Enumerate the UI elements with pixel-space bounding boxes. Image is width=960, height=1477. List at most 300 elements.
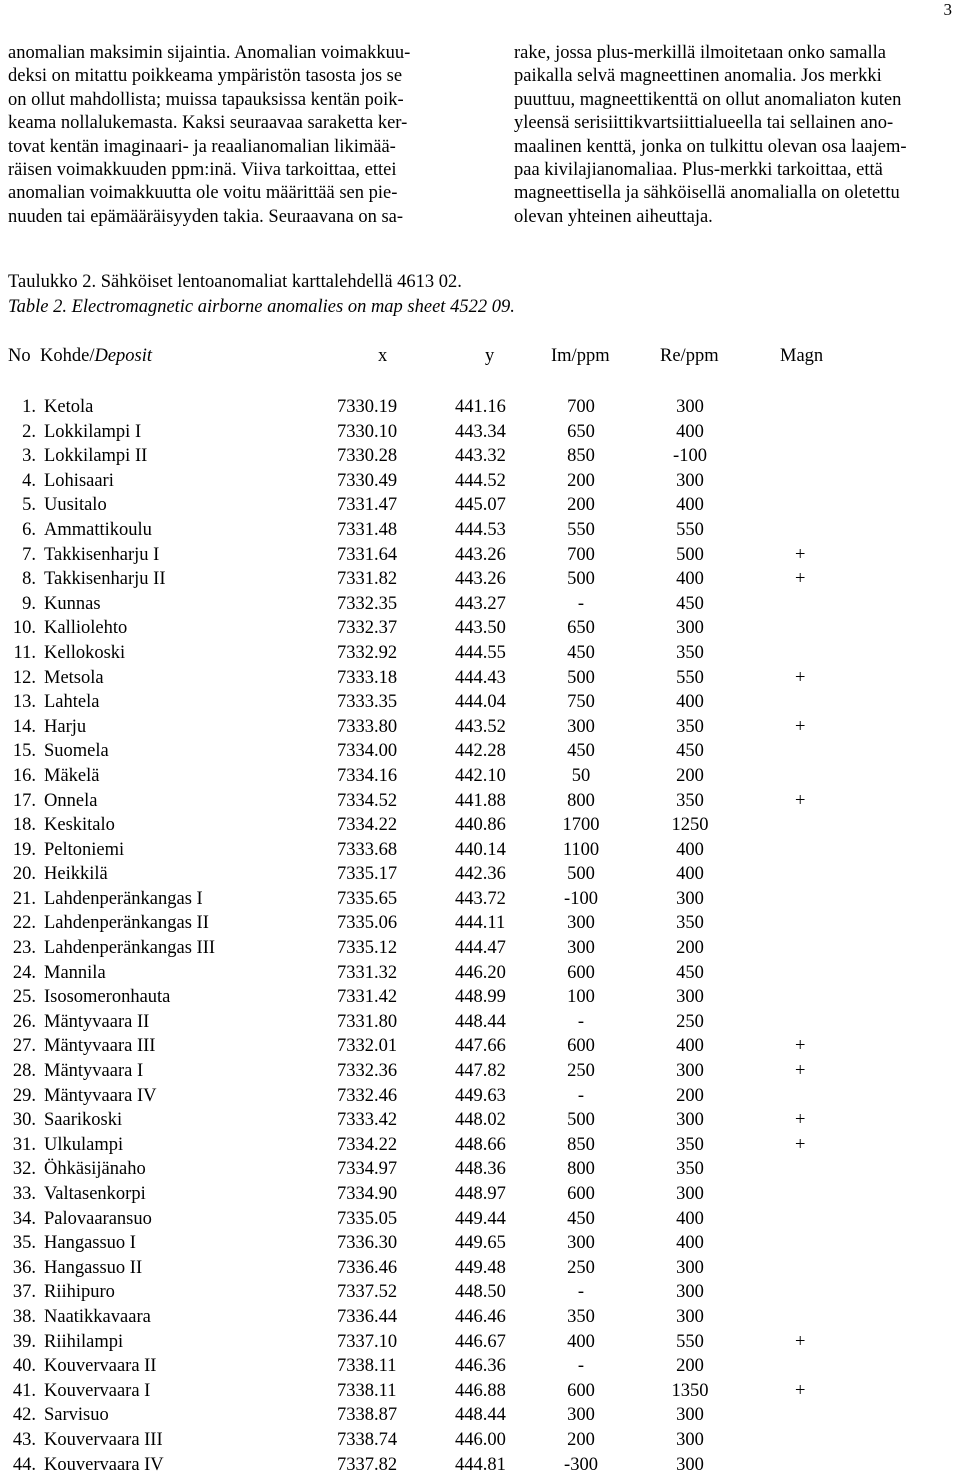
cell-x: 7334.22 [337, 1134, 398, 1155]
cell-re: 500 [676, 544, 704, 565]
cell-y: 449.65 [455, 1233, 506, 1254]
cell-no: 43. [12, 1429, 36, 1450]
cell-deposit: Naatikkavaara [44, 1306, 151, 1327]
cell-re: 400 [676, 1233, 704, 1254]
cell-y: 443.26 [455, 569, 506, 590]
table-caption-finnish: Taulukko 2. Sähköiset lentoanomaliat karttalehdellä 4613 02. [8, 272, 462, 292]
cell-no: 31. [12, 1134, 36, 1155]
cell-y: 444.11 [455, 913, 506, 934]
cell-magn: + [795, 1061, 806, 1082]
cell-y: 441.16 [455, 397, 506, 417]
cell-magn: + [795, 1036, 806, 1057]
header-no: No [8, 346, 31, 366]
cell-no: 15. [12, 741, 36, 762]
table-row [0, 420, 960, 445]
cell-no: 12. [12, 667, 36, 688]
table-row [0, 985, 960, 1010]
cell-y: 449.63 [455, 1085, 506, 1106]
cell-im: 1100 [562, 839, 600, 860]
table-row [0, 1453, 960, 1477]
cell-im: - [577, 1011, 585, 1032]
cell-im: 300 [567, 1405, 595, 1426]
cell-no: 8. [22, 569, 36, 590]
cell-magn: + [795, 569, 806, 590]
cell-y: 446.67 [455, 1331, 506, 1352]
cell-y: 448.44 [455, 1011, 506, 1032]
cell-re: 450 [676, 962, 704, 983]
cell-y: 443.72 [455, 888, 506, 909]
cell-no: 41. [12, 1380, 36, 1401]
cell-deposit: Kouvervaara II [44, 1356, 157, 1377]
cell-im: 450 [567, 642, 595, 663]
cell-x: 7330.10 [337, 421, 398, 442]
cell-re: 300 [676, 1110, 704, 1131]
cell-re: 300 [676, 1257, 704, 1278]
cell-re: 400 [676, 864, 704, 885]
cell-no: 4. [22, 470, 36, 491]
cell-no: 34. [12, 1208, 36, 1229]
table-row [0, 1182, 960, 1207]
cell-deposit: Isosomeronhauta [44, 987, 171, 1008]
table-row [0, 1108, 960, 1133]
cell-im: - [577, 1085, 585, 1106]
cell-no: 29. [12, 1085, 36, 1106]
cell-deposit: Lokkilampi I [44, 421, 142, 442]
cell-im: 700 [567, 397, 595, 417]
cell-im: 550 [567, 519, 595, 540]
cell-magn: + [795, 544, 806, 565]
table-row [0, 469, 960, 494]
cell-deposit: Lahdenperänkangas III [44, 938, 216, 959]
cell-x: 7335.06 [337, 913, 398, 934]
cell-no: 35. [12, 1233, 36, 1254]
cell-x: 7333.68 [337, 839, 398, 860]
cell-re: 250 [676, 1011, 704, 1032]
cell-x: 7338.74 [337, 1429, 398, 1450]
cell-deposit: Hangassuo II [44, 1257, 143, 1278]
cell-no: 44. [12, 1454, 36, 1475]
cell-no: 25. [12, 987, 36, 1008]
cell-im: 300 [567, 913, 595, 934]
table-row [0, 764, 960, 789]
table-row [0, 862, 960, 887]
cell-im: 250 [567, 1257, 595, 1278]
cell-no: 20. [12, 864, 36, 885]
cell-no: 11. [13, 642, 36, 663]
cell-y: 446.46 [455, 1306, 506, 1327]
cell-re: 350 [676, 1159, 704, 1180]
cell-y: 449.44 [455, 1208, 506, 1229]
cell-re: 300 [676, 1184, 704, 1204]
table-row [0, 1231, 960, 1256]
cell-im: 450 [567, 1208, 595, 1229]
cell-re: 400 [676, 495, 704, 516]
table-row [0, 1280, 960, 1305]
cell-deposit: Riihipuro [44, 1282, 115, 1303]
cell-no: 42. [12, 1405, 36, 1426]
cell-y: 444.04 [455, 692, 506, 713]
paragraph-line: paikalla selvä magneettinen anomalia. Jos merkki [514, 66, 882, 87]
paragraph-line: magneettisella ja sähköisellä anomalialla on oletettu [514, 183, 900, 204]
table-row [0, 1354, 960, 1379]
cell-deposit: Lokkilampi II [44, 446, 148, 467]
table-row [0, 690, 960, 715]
cell-x: 7335.05 [337, 1208, 398, 1229]
cell-re: 300 [676, 1282, 704, 1303]
cell-magn: + [795, 1110, 806, 1131]
cell-y: 448.50 [455, 1282, 506, 1303]
cell-im: 450 [567, 741, 595, 762]
cell-no: 32. [12, 1159, 36, 1180]
cell-y: 447.66 [455, 1036, 506, 1057]
cell-deposit: Mäntyvaara IV [44, 1085, 157, 1106]
cell-re: 300 [676, 397, 704, 417]
left-text-column [8, 42, 448, 229]
cell-y: 445.07 [455, 495, 506, 516]
cell-x: 7336.46 [337, 1257, 398, 1278]
cell-re: 200 [676, 1085, 704, 1106]
cell-im: 800 [567, 790, 595, 811]
cell-y: 443.50 [455, 618, 506, 639]
cell-x: 7332.46 [337, 1085, 398, 1106]
cell-im: 800 [567, 1159, 595, 1180]
cell-x: 7336.30 [337, 1233, 398, 1254]
cell-y: 444.47 [455, 938, 506, 959]
cell-re: 1250 [671, 815, 709, 836]
cell-y: 446.88 [455, 1380, 506, 1401]
cell-deposit: Takkisenharju I [44, 544, 160, 565]
table-row [0, 1379, 960, 1404]
cell-x: 7338.11 [337, 1380, 397, 1401]
paragraph-line: keama nollalukemasta. Kaksi seuraavaa saraketta ker- [8, 113, 408, 134]
cell-re: 550 [676, 667, 704, 688]
cell-re: 300 [676, 1429, 704, 1450]
cell-re: 300 [676, 1061, 704, 1082]
cell-y: 444.52 [455, 470, 506, 491]
table-row [0, 1034, 960, 1059]
paragraph-line: anomalian voimakkuutta ole voitu määrittää sen pie- [8, 183, 398, 204]
cell-deposit: Mäntyvaara III [44, 1036, 156, 1057]
cell-no: 28. [12, 1061, 36, 1082]
cell-x: 7334.90 [337, 1184, 398, 1204]
cell-x: 7333.80 [337, 716, 398, 737]
cell-im: 500 [567, 1110, 595, 1131]
cell-no: 33. [12, 1184, 36, 1204]
cell-x: 7332.35 [337, 593, 398, 614]
cell-no: 13. [12, 692, 36, 713]
cell-re: 400 [676, 692, 704, 713]
paragraph-line: paa kivilajianomaliaa. Plus-merkki tarkoittaa, että [514, 160, 883, 181]
cell-no: 3. [22, 446, 36, 467]
cell-deposit: Sarvisuo [44, 1405, 109, 1426]
header-magn: Magn [780, 346, 824, 366]
cell-re: 200 [676, 765, 704, 786]
table-row [0, 961, 960, 986]
cell-y: 441.88 [455, 790, 506, 811]
cell-no: 2. [22, 421, 36, 442]
table-row [0, 1403, 960, 1428]
cell-re: 550 [676, 519, 704, 540]
table-row [0, 1428, 960, 1453]
paragraph-line: puuttuu, magneettikenttä on ollut anomaliaton kuten [514, 89, 902, 110]
page-number: 3 [943, 0, 952, 19]
table-row [0, 1133, 960, 1158]
cell-im: 100 [567, 987, 595, 1008]
table-row [0, 838, 960, 863]
cell-y: 446.20 [455, 962, 506, 983]
cell-deposit: Hangassuo I [44, 1233, 136, 1254]
cell-im: 200 [567, 495, 595, 516]
cell-im: 500 [567, 864, 595, 885]
cell-re: 400 [676, 421, 704, 442]
cell-no: 14. [12, 716, 36, 737]
cell-re: 1350 [671, 1380, 709, 1401]
cell-im: 600 [567, 1380, 595, 1401]
table-row [0, 1207, 960, 1232]
table-row [0, 789, 960, 814]
cell-im: -100 [564, 888, 598, 909]
table-row [0, 911, 960, 936]
header-im-ppm: Im/ppm [551, 346, 610, 366]
cell-re: 450 [676, 741, 704, 762]
cell-x: 7337.82 [337, 1454, 398, 1475]
cell-x: 7330.49 [337, 470, 398, 491]
cell-deposit: Ketola [44, 397, 94, 417]
cell-deposit: Lohisaari [44, 470, 114, 491]
cell-deposit: Mäntyvaara II [44, 1011, 150, 1032]
cell-magn: + [795, 790, 806, 811]
cell-im: 350 [567, 1306, 595, 1327]
right-text-column [514, 42, 958, 229]
cell-im: 200 [567, 470, 595, 491]
cell-re: 200 [676, 1356, 704, 1377]
cell-im: 650 [567, 421, 595, 442]
cell-im: 300 [567, 1233, 595, 1254]
cell-re: 350 [676, 716, 704, 737]
cell-deposit: Saarikoski [44, 1110, 123, 1131]
header-deposit [40, 346, 152, 367]
paragraph-line: anomalian maksimin sijaintia. Anomalian voimakkuu- [8, 43, 411, 63]
cell-im: - [577, 1356, 585, 1377]
cell-x: 7337.52 [337, 1282, 398, 1303]
table-row [0, 567, 960, 592]
table-row [0, 666, 960, 691]
header-re-ppm: Re/ppm [660, 346, 719, 366]
cell-deposit: Kouvervaara I [44, 1380, 151, 1401]
table-row [0, 1157, 960, 1182]
cell-deposit: Keskitalo [44, 815, 115, 836]
cell-no: 6. [22, 519, 36, 540]
cell-im: 400 [567, 1331, 595, 1352]
cell-x: 7334.16 [337, 765, 398, 786]
cell-magn: + [795, 667, 806, 688]
cell-deposit: Suomela [44, 741, 109, 762]
cell-y: 448.66 [455, 1134, 506, 1155]
cell-im: 300 [567, 938, 595, 959]
cell-x: 7333.35 [337, 692, 398, 713]
table-row [0, 1330, 960, 1355]
cell-y: 447.82 [455, 1061, 506, 1082]
table-row [0, 813, 960, 838]
table-row [0, 543, 960, 568]
cell-y: 449.48 [455, 1257, 506, 1278]
cell-deposit: Takkisenharju II [44, 569, 166, 590]
cell-magn: + [795, 716, 806, 737]
cell-im: 500 [567, 667, 595, 688]
cell-x: 7331.42 [337, 987, 398, 1008]
cell-re: 300 [676, 1405, 704, 1426]
cell-x: 7334.22 [337, 815, 398, 836]
cell-re: 400 [676, 1208, 704, 1229]
cell-no: 19. [12, 839, 36, 860]
cell-y: 446.36 [455, 1356, 506, 1377]
cell-x: 7331.47 [337, 495, 398, 516]
cell-no: 24. [12, 962, 36, 983]
header-y: y [485, 346, 495, 366]
cell-deposit: Lahdenperänkangas I [44, 888, 203, 909]
table-row [0, 518, 960, 543]
cell-deposit: Peltoniemi [44, 839, 125, 860]
cell-im: 850 [567, 1134, 595, 1155]
cell-re: 450 [676, 593, 704, 614]
cell-x: 7330.19 [337, 397, 398, 417]
cell-im: -300 [564, 1454, 598, 1475]
cell-x: 7334.97 [337, 1159, 398, 1180]
cell-re: 300 [676, 1454, 704, 1475]
cell-deposit: Riihilampi [44, 1331, 124, 1352]
cell-no: 18. [12, 815, 36, 836]
cell-deposit: Valtasenkorpi [44, 1184, 146, 1204]
cell-no: 30. [12, 1110, 36, 1131]
cell-deposit: Harju [44, 716, 87, 737]
table-row [0, 493, 960, 518]
paragraph-line: maalinen kenttä, jonka on tulkittu olevan osa laajem- [514, 136, 907, 157]
cell-no: 21. [12, 888, 36, 909]
cell-im: 600 [567, 962, 595, 983]
cell-x: 7331.32 [337, 962, 398, 983]
cell-deposit: Palovaaransuo [44, 1208, 152, 1229]
cell-re: 300 [676, 987, 704, 1008]
paragraph-line: tovat kentän imaginaari- ja reaalianomalian likimää- [8, 136, 396, 157]
table-row [0, 936, 960, 961]
cell-y: 444.53 [455, 519, 506, 540]
cell-y: 443.34 [455, 421, 506, 442]
cell-deposit: Lahtela [44, 692, 100, 713]
cell-deposit: Mäkelä [44, 765, 100, 786]
cell-y: 448.99 [455, 987, 506, 1008]
table-row [0, 1010, 960, 1035]
cell-im: - [577, 593, 585, 614]
cell-y: 444.81 [455, 1454, 506, 1475]
table-row [0, 1084, 960, 1109]
cell-re: 350 [676, 790, 704, 811]
cell-x: 7331.82 [337, 569, 398, 590]
table-row [0, 887, 960, 912]
cell-re: 550 [676, 1331, 704, 1352]
cell-x: 7336.44 [337, 1306, 398, 1327]
cell-deposit: Kalliolehto [44, 618, 128, 639]
cell-deposit: Kunnas [44, 593, 101, 614]
table-row [0, 715, 960, 740]
cell-y: 443.26 [455, 544, 506, 565]
table-body [0, 395, 960, 1477]
table-row [0, 444, 960, 469]
cell-deposit: Kouvervaara IV [44, 1454, 164, 1475]
cell-y: 440.86 [455, 815, 506, 836]
cell-no: 27. [12, 1036, 36, 1057]
table-caption-english: Table 2. Electromagnetic airborne anomalies on map sheet 4522 09. [8, 297, 515, 317]
cell-im: 700 [567, 544, 595, 565]
cell-x: 7331.64 [337, 544, 398, 565]
cell-no: 23. [12, 938, 36, 959]
cell-y: 442.36 [455, 864, 506, 885]
cell-no: 5. [22, 495, 36, 516]
cell-deposit: Metsola [44, 667, 104, 688]
cell-re: 300 [676, 470, 704, 491]
table-row [0, 1305, 960, 1330]
cell-x: 7332.01 [337, 1036, 398, 1057]
cell-re: 400 [676, 569, 704, 590]
cell-im: 250 [567, 1061, 595, 1082]
cell-magn: + [795, 1134, 806, 1155]
cell-y: 443.32 [455, 446, 506, 467]
cell-im: 650 [567, 618, 595, 639]
cell-no: 22. [12, 913, 36, 934]
paragraph-line: rake, jossa plus-merkillä ilmoitetaan onko samalla [514, 43, 886, 63]
cell-re: 200 [676, 938, 704, 959]
cell-re: 350 [676, 1134, 704, 1155]
cell-y: 444.43 [455, 667, 506, 688]
cell-re: 350 [676, 913, 704, 934]
cell-magn: + [795, 1331, 806, 1352]
cell-im: 600 [567, 1036, 595, 1057]
paragraph-line: olevan yhteinen aiheuttaja. [514, 206, 713, 227]
cell-no: 16. [12, 765, 36, 786]
cell-re: 400 [676, 839, 704, 860]
table-row [0, 616, 960, 641]
cell-x: 7334.00 [337, 741, 398, 762]
cell-deposit: Mäntyvaara I [44, 1061, 144, 1082]
cell-x: 7337.10 [337, 1331, 398, 1352]
cell-x: 7333.42 [337, 1110, 398, 1131]
cell-no: 26. [12, 1011, 36, 1032]
cell-y: 448.44 [455, 1405, 506, 1426]
cell-im: 300 [567, 716, 595, 737]
cell-im: 500 [567, 569, 595, 590]
cell-im: 1700 [562, 815, 600, 836]
paragraph-line: yleensä serisiittikvartsiittialueella tai sellainen ano- [514, 113, 894, 134]
cell-y: 448.36 [455, 1159, 506, 1180]
header-deposit-en: Deposit [94, 346, 153, 366]
cell-y: 443.52 [455, 716, 506, 737]
cell-no: 40. [12, 1356, 36, 1377]
cell-im: 600 [567, 1184, 595, 1204]
cell-deposit: Ulkulampi [44, 1134, 124, 1155]
cell-x: 7332.92 [337, 642, 398, 663]
paragraph-line: räisen voimakkuuden ppm:inä. Viiva tarkoittaa, ettei [8, 160, 397, 181]
table-row [0, 739, 960, 764]
cell-no: 7. [22, 544, 36, 565]
cell-y: 448.97 [455, 1184, 506, 1204]
cell-x: 7335.65 [337, 888, 398, 909]
cell-x: 7331.48 [337, 519, 398, 540]
cell-x: 7332.36 [337, 1061, 398, 1082]
cell-no: 38. [12, 1306, 36, 1327]
table-row [0, 641, 960, 666]
cell-deposit: Ammattikoulu [44, 519, 152, 540]
cell-re: 300 [676, 1306, 704, 1327]
cell-re: 400 [676, 1036, 704, 1057]
